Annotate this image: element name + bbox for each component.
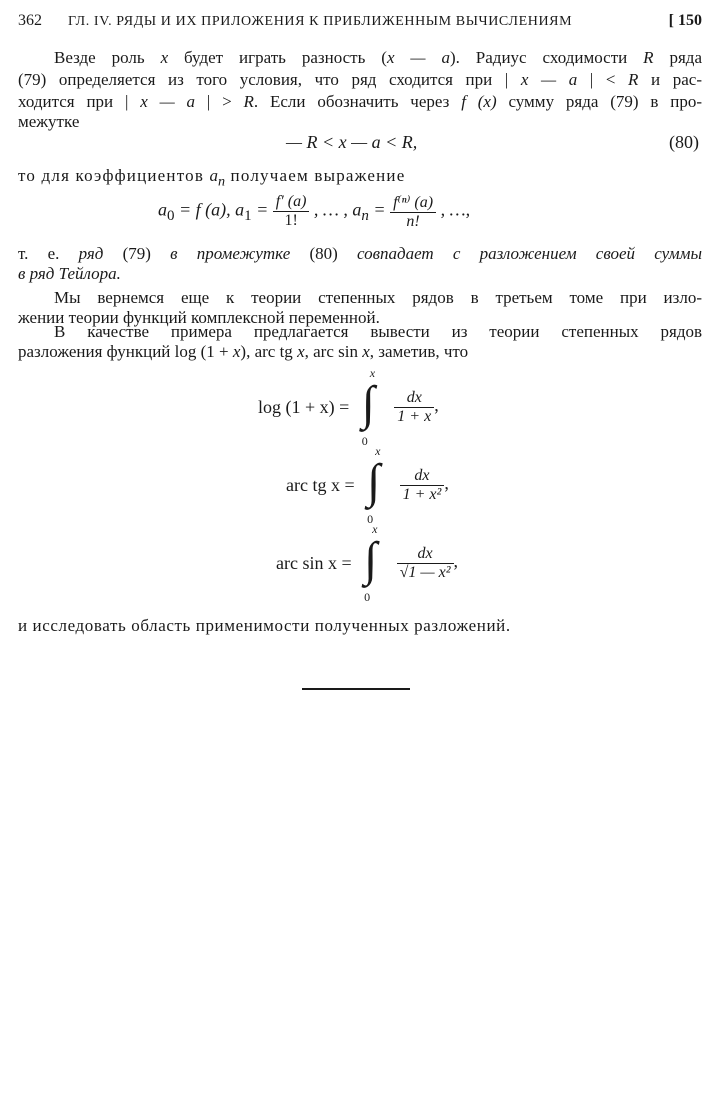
fraction-numerator: f′ (a)	[273, 193, 310, 212]
integral-lhs: log (1 + x) =	[258, 396, 350, 417]
integral-lower-limit: 0	[364, 590, 371, 604]
italic-text: ряд	[78, 244, 104, 263]
equation-80: — R < x — a < R,	[286, 132, 418, 152]
math-f-x: f (x)	[461, 92, 497, 111]
math-a: a	[209, 166, 219, 185]
statement-line2: в ряд Тейлора.	[18, 264, 121, 283]
chapter-title: ГЛ. IV. РЯДЫ И ИХ ПРИЛОЖЕНИЯ К ПРИБЛИЖЕННЫМ ВЫЧИСЛЕНИЯМ	[68, 14, 573, 29]
integral-upper-limit: x	[375, 444, 381, 458]
integral-sign: ∫ x 0	[364, 522, 378, 604]
text: ряда	[653, 48, 702, 67]
math-x: x	[362, 342, 370, 361]
math-text: , …,	[436, 199, 471, 220]
math-R: R	[628, 70, 639, 89]
text: ходится при |	[18, 92, 141, 111]
math-subscript: n	[361, 208, 369, 225]
fraction-numerator: f⁽ⁿ⁾ (a)	[390, 192, 436, 213]
fraction-a1	[273, 193, 310, 230]
text: ). Радиус сходимости	[449, 48, 644, 67]
integrand-fraction	[400, 467, 445, 504]
italic-text: совпадает с разложением своей суммы	[356, 244, 702, 263]
fraction-an	[390, 192, 436, 231]
integral-sign: ∫ x 0	[361, 366, 376, 448]
text: . Если обозначить через	[253, 92, 462, 111]
integral-sign: ∫ x 0	[367, 444, 381, 526]
paragraph2-line2: жении теории функций комплексной переменной.	[18, 308, 380, 327]
fraction-numerator: dx	[394, 389, 434, 408]
math-x: x	[297, 342, 305, 361]
math-a: a	[158, 199, 167, 220]
integral-log	[258, 366, 439, 448]
paragraph1-line4: межутке	[18, 112, 80, 131]
paragraph3-line1: В качестве примера предлагается вывести из теории степенных рядов	[54, 322, 702, 341]
text: разложения функций log (1 +	[18, 342, 233, 361]
paragraph1-line3	[18, 92, 702, 112]
math-R: R	[643, 48, 654, 67]
integral-arcsin	[276, 522, 459, 604]
text: сумму ряда (79) в про-	[496, 92, 702, 111]
text: т. е.	[18, 244, 79, 263]
text: ), arc tg	[240, 342, 298, 361]
text: | <	[577, 70, 629, 89]
math-a: a	[235, 199, 245, 220]
integral-lhs: arc tg x =	[286, 474, 355, 495]
math-subscript: n	[218, 173, 226, 190]
fraction-denominator: n!	[406, 213, 420, 230]
statement-line1	[18, 244, 702, 264]
integral-upper-limit: x	[372, 522, 378, 536]
paragraph2-line1: Мы вернемся еще к теории степенных рядов в третьем томе при изло-	[54, 288, 702, 307]
text: Везде роль	[54, 48, 161, 67]
end-rule	[302, 688, 410, 690]
page-header	[18, 12, 702, 36]
integral-lower-limit: 0	[361, 434, 368, 448]
math-x-minus-a: x — a	[520, 70, 578, 89]
fraction-denominator: 1 + x	[397, 407, 432, 425]
math-x: x	[232, 342, 241, 361]
fraction-denominator: √1 — x²	[399, 563, 451, 581]
math-text: =	[368, 199, 391, 220]
paragraph1-line2	[18, 70, 702, 90]
integral-arctg	[286, 444, 449, 526]
fraction-denominator: 1 + x²	[402, 485, 442, 503]
math-text: = f (a),	[174, 199, 236, 220]
punctuation: ,	[444, 473, 449, 494]
math-text: =	[251, 199, 273, 220]
conclusion-line: и исследовать область применимости полученных разложений.	[18, 616, 511, 635]
punctuation: ,	[453, 551, 459, 572]
paragraph3-line2	[18, 342, 702, 362]
integral-lower-limit: 0	[367, 512, 374, 526]
text: то для коэффициентов	[18, 166, 210, 185]
integral-upper-limit: x	[369, 366, 376, 380]
page-number: 362	[18, 12, 42, 29]
coefficient-formula	[158, 192, 470, 231]
integrand-fraction	[397, 545, 454, 582]
italic-text: в промежутке	[170, 244, 291, 263]
text: (79)	[103, 244, 171, 263]
punctuation: ,	[434, 395, 439, 416]
fraction-numerator: dx	[397, 545, 454, 564]
section-number: [ 150	[668, 12, 702, 29]
math-x: x	[160, 48, 169, 67]
equation-number-80: (80)	[669, 132, 699, 152]
math-subscript: 0	[167, 208, 175, 225]
math-text: , … ,	[309, 199, 353, 220]
math-a: a	[352, 199, 362, 220]
text: (80)	[290, 244, 357, 263]
text: , arc sin	[304, 342, 363, 361]
fraction-denominator: 1!	[284, 212, 298, 229]
math-subscript: 1	[244, 208, 252, 225]
math-R: R	[243, 92, 254, 111]
text: и рас-	[638, 70, 702, 89]
text: (79) определяется из того условия, что ряд сходится при |	[18, 70, 521, 89]
coefficients-intro	[18, 166, 702, 191]
math-x-minus-a: x — a	[386, 48, 450, 67]
text: будет играть разность (	[168, 48, 387, 67]
integral-lhs: arc sin x =	[276, 552, 352, 573]
paragraph1-line1	[18, 48, 702, 68]
text: получаем выражение	[225, 166, 406, 185]
text: | >	[195, 92, 244, 111]
fraction-numerator: dx	[400, 467, 445, 486]
text: , заметив, что	[369, 342, 469, 361]
integrand-fraction	[394, 389, 434, 426]
math-x-minus-a: x — a	[140, 92, 196, 111]
